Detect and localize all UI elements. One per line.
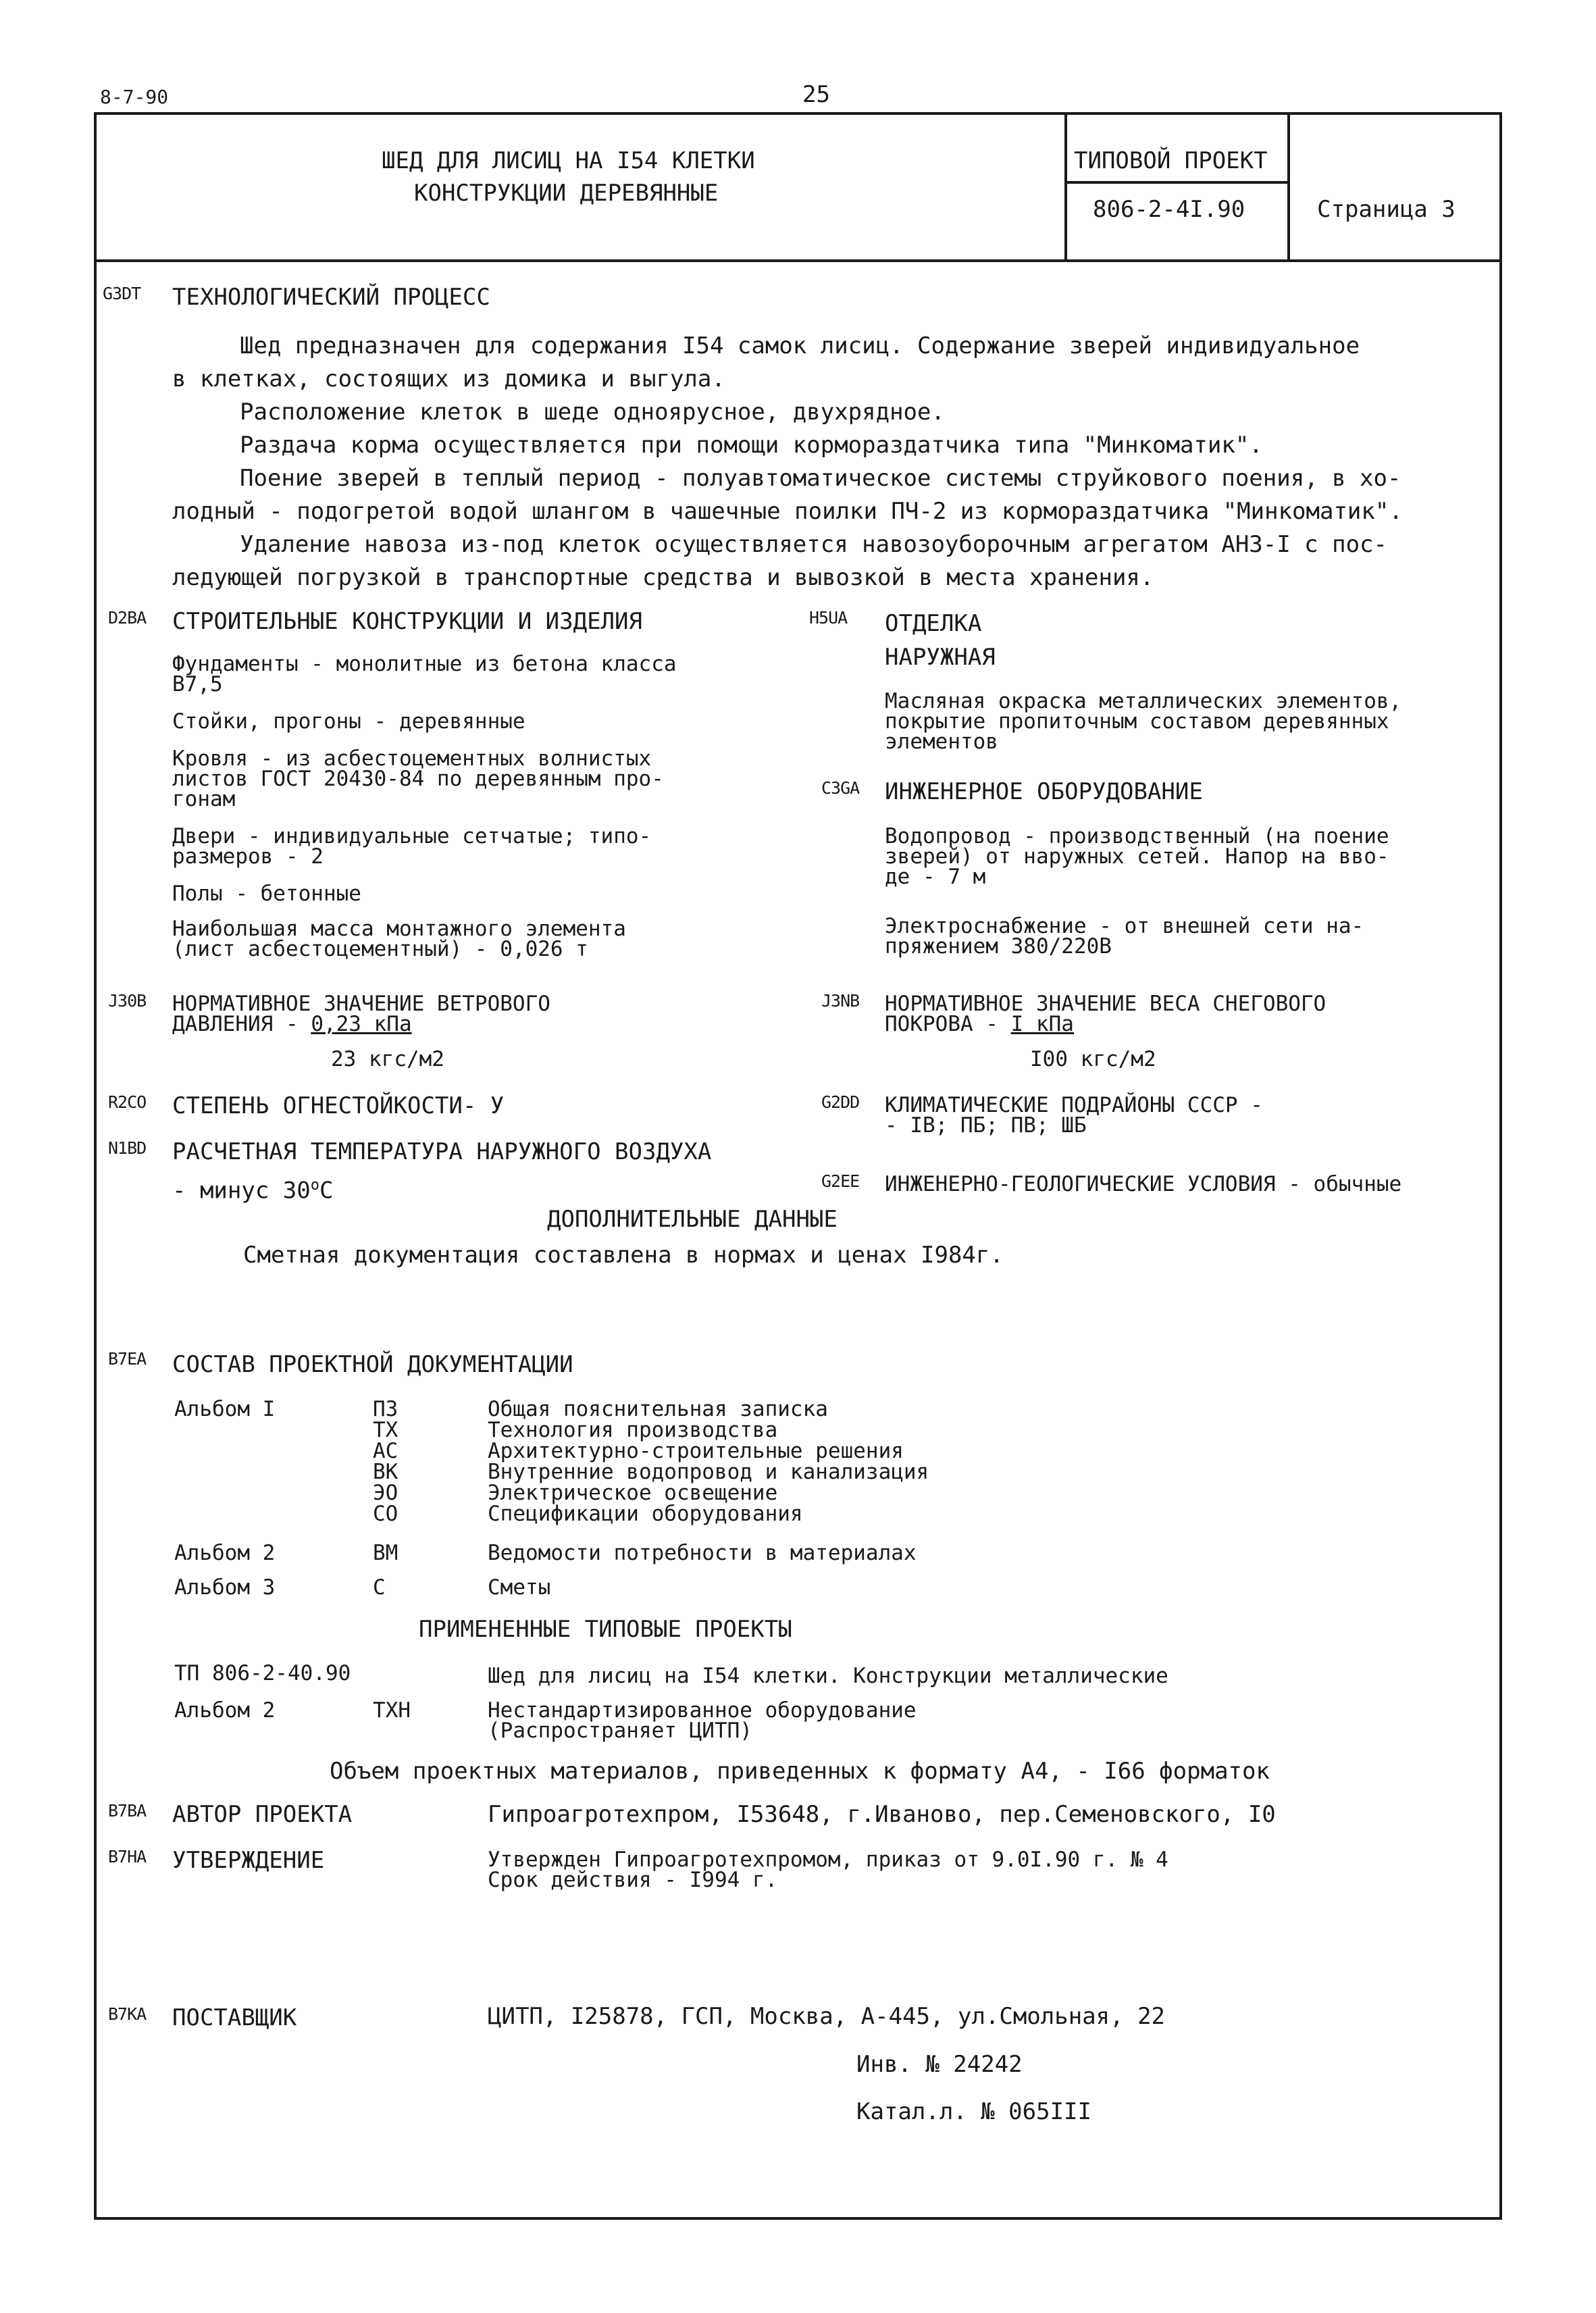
- construct-item: (лист асбестоцементный) - 0,026 т: [172, 937, 588, 961]
- climate-line-2: - IB; ПБ; ПВ; ШБ: [885, 1113, 1087, 1138]
- geo-text: ИНЖЕНЕРНО-ГЕОЛОГИЧЕСКИЕ УСЛОВИЯ - обычные: [885, 1172, 1402, 1196]
- tech-line: Удаление навоза из-под клеток осуществляется навозоуборочным агрегатом АНЗ-I с пос-: [240, 531, 1387, 558]
- album1-name: Технология производства: [488, 1418, 778, 1442]
- construct-item: Полы - бетонные: [172, 882, 361, 906]
- author-label: АВТОР ПРОЕКТА: [172, 1801, 353, 1828]
- album1-code: ТХ: [373, 1418, 398, 1442]
- snow-alt: I00 кгс/м2: [1030, 1047, 1156, 1071]
- album1-code: ВК: [373, 1460, 398, 1484]
- climate-line-1: КЛИМАТИЧЕСКИЕ ПОДРАЙОНЫ СССР -: [885, 1093, 1263, 1117]
- construct-item: гонам: [172, 787, 236, 811]
- catalog-number: Катал.л. № 065III: [856, 2098, 1091, 2125]
- album2-label: Альбом 2: [174, 1541, 276, 1565]
- tech-line: в клетках, состоящих из домика и выгула.: [172, 365, 725, 392]
- construct-title: СТРОИТЕЛЬНЫЕ КОНСТРУКЦИИ И ИЗДЕЛИЯ: [172, 608, 642, 635]
- project-number: 806-2-4I.90: [1093, 196, 1245, 223]
- approval-code: B7HA: [108, 1847, 147, 1866]
- docs-code: B7EA: [108, 1349, 147, 1369]
- construct-item: Кровля - из асбестоцементных волнистых: [172, 746, 652, 771]
- album1-name: Архитектурно-строительные решения: [488, 1439, 904, 1463]
- wind-title-1: НОРМАТИВНОЕ ЗНАЧЕНИЕ ВЕТРОВОГО: [172, 992, 550, 1016]
- wind-value: 0,23 кПа: [311, 1012, 412, 1036]
- tech-code: G3DT: [103, 284, 141, 303]
- album1-code: ПЗ: [373, 1397, 398, 1421]
- construct-item: Фундаменты - монолитные из бетона класса: [172, 652, 677, 676]
- construct-item: Стойки, прогоны - деревянные: [172, 709, 525, 734]
- fire-code: R2CO: [108, 1092, 147, 1112]
- snow-title-1: НОРМАТИВНОЕ ЗНАЧЕНИЕ ВЕСА СНЕГОВОГО: [885, 992, 1327, 1016]
- album1-code: АС: [373, 1439, 398, 1463]
- author-code: B7BA: [108, 1801, 147, 1821]
- header-divider-2: [1287, 112, 1290, 261]
- document-frame: [94, 112, 1502, 2220]
- applied-album-label: Альбом 2: [174, 1698, 276, 1723]
- construct-item: листов ГОСТ 20430-84 по деревянным про-: [172, 767, 664, 791]
- album3-code: С: [373, 1575, 386, 1600]
- engineering-line: зверей) от наружных сетей. Напор на вво-: [885, 844, 1389, 869]
- temp-degree: о: [310, 1177, 319, 1194]
- finish-subtitle: НАРУЖНАЯ: [885, 644, 996, 671]
- applied-album-text-2: (Распространяет ЦИТП): [488, 1719, 752, 1743]
- engineering-line: Водопровод - производственный (на поение: [885, 824, 1389, 848]
- header-divider-1: [1064, 112, 1067, 261]
- album3-label: Альбом 3: [174, 1575, 276, 1600]
- construct-item: Наибольшая масса монтажного элемента: [172, 917, 626, 941]
- tech-line: ледующей погрузкой в транспортные средства и вывозкой в места хранения.: [172, 564, 1154, 591]
- tech-title: ТЕХНОЛОГИЧЕСКИЙ ПРОЦЕСС: [172, 284, 490, 311]
- approval-line-2: Срок действия - I994 г.: [488, 1868, 778, 1892]
- docs-title: СОСТАВ ПРОЕКТНОЙ ДОКУМЕНТАЦИИ: [172, 1351, 573, 1378]
- album1-code: ЭО: [373, 1481, 398, 1505]
- temp-line-2: [172, 1172, 333, 1204]
- tech-line: Поение зверей в теплый период - полуавтоматическое системы струйкового поения, в хо-: [240, 465, 1401, 492]
- album2-name: Ведомости потребности в материалах: [488, 1541, 917, 1565]
- temp-line-1: РАСЧЕТНАЯ ТЕМПЕРАТУРА НАРУЖНОГО ВОЗДУХА: [172, 1138, 712, 1165]
- supplier-code: B7KA: [108, 2004, 147, 2024]
- volume-text: Объем проектных материалов, приведенных к формату А4, - I66 форматок: [330, 1758, 1270, 1785]
- snow-code: J3NB: [821, 991, 860, 1011]
- album2-code: ВМ: [373, 1541, 398, 1565]
- tech-line: Расположение клеток в шеде одноярусное, двухрядное.: [240, 399, 945, 426]
- project-label: ТИПОВОЙ ПРОЕКТ: [1074, 147, 1268, 174]
- construct-item: Двери - индивидуальные сетчатые; типо-: [172, 824, 652, 848]
- approval-label: УТВЕРЖДЕНИЕ: [172, 1847, 325, 1874]
- supplier-label: ПОСТАВЩИК: [172, 2004, 297, 2031]
- album3-name: Сметы: [488, 1575, 551, 1600]
- finish-line: покрытие пропиточным составом деревянных: [885, 709, 1389, 734]
- page-number: 25: [802, 81, 830, 108]
- snow-value: I кПа: [1010, 1012, 1074, 1036]
- project-label-line: [1064, 181, 1289, 184]
- finish-line: Масляная окраска металлических элементов,: [885, 689, 1402, 713]
- album1-name: Внутренние водопровод и канализация: [488, 1460, 929, 1484]
- album1-code: СО: [373, 1502, 398, 1526]
- album1-label: Альбом I: [174, 1397, 276, 1421]
- applied-title: ПРИМЕНЕННЫЕ ТИПОВЫЕ ПРОЕКТЫ: [419, 1616, 792, 1643]
- applied-album-code: ТХН: [373, 1698, 411, 1723]
- engineering-code: C3GA: [821, 778, 860, 798]
- inventory-number: Инв. № 24242: [856, 2051, 1023, 2078]
- page-label: Страница 3: [1317, 196, 1456, 223]
- snow-title-2-text: ПОКРОВА -: [885, 1012, 1011, 1036]
- geo-code: G2EE: [821, 1171, 860, 1191]
- header-bottom-line: [94, 259, 1502, 262]
- temp-unit: С: [319, 1177, 334, 1204]
- construct-code: D2BA: [108, 608, 147, 628]
- author-text: Гипроагротехпром, I53648, г.Иваново, пер.Семеновского, I0: [488, 1801, 1276, 1828]
- tech-line: лодный - подогретой водой шлангом в чашечные поилки ПЧ-2 из кормораздатчика "Минкоматик".: [172, 498, 1403, 525]
- album1-name: Общая пояснительная записка: [488, 1397, 828, 1421]
- engineering-line: де - 7 м: [885, 865, 986, 889]
- engineering-title: ИНЖЕНЕРНОЕ ОБОРУДОВАНИЕ: [885, 778, 1203, 805]
- extra-title: ДОПОЛНИТЕЛЬНЫЕ ДАННЫЕ: [547, 1206, 838, 1233]
- wind-alt: 23 кгс/м2: [331, 1047, 444, 1071]
- applied-album-text-1: Нестандартизированное оборудование: [488, 1698, 917, 1723]
- engineering-line: пряжением 380/220В: [885, 934, 1112, 959]
- album1-name: Электрическое освещение: [488, 1481, 778, 1505]
- finish-line: элементов: [885, 730, 998, 754]
- tech-line: Раздача корма осуществляется при помощи кормораздатчика типа "Минкоматик".: [240, 432, 1263, 459]
- construct-item: размеров - 2: [172, 844, 324, 869]
- applied-tp: ТП 806-2-40.90: [174, 1661, 351, 1685]
- wind-title-2-text: ДАВЛЕНИЯ -: [172, 1012, 311, 1036]
- tech-line: Шед предназначен для содержания I54 самок лисиц. Содержание зверей индивидуальное: [240, 332, 1360, 359]
- temp-value: - минус 30: [172, 1177, 311, 1204]
- finish-title: ОТДЕЛКА: [885, 610, 982, 637]
- page-code: 8-7-90: [100, 86, 169, 108]
- extra-text: Сметная документация составлена в нормах и ценах I984г.: [243, 1242, 1004, 1269]
- engineering-line: Электроснабжение - от внешней сети на-: [885, 914, 1364, 938]
- wind-title-2: [172, 1013, 412, 1035]
- temp-code: N1BD: [108, 1138, 147, 1158]
- album1-name: Спецификации оборудования: [488, 1502, 803, 1526]
- title-line-2: КОНСТРУКЦИИ ДЕРЕВЯННЫЕ: [414, 180, 719, 207]
- approval-line-1: Утвержден Гипроагротехпромом, приказ от 9.0I.90 г. № 4: [488, 1848, 1168, 1872]
- wind-code: J30B: [108, 991, 147, 1011]
- applied-tp-text: Шед для лисиц на I54 клетки. Конструкции металлические: [488, 1664, 1168, 1688]
- title-line-1: ШЕД ДЛЯ ЛИСИЦ НА I54 КЛЕТКИ: [382, 147, 755, 174]
- fire-text: СТЕПЕНЬ ОГНЕСТОЙКОСТИ- У: [172, 1092, 505, 1119]
- climate-code: G2DD: [821, 1092, 860, 1112]
- supplier-text: ЦИТП, I25878, ГСП, Москва, А-445, ул.Смольная, 22: [488, 2003, 1166, 2030]
- construct-item: В7,5: [172, 672, 223, 696]
- snow-title-2: [885, 1013, 1074, 1035]
- finish-code: H5UA: [809, 608, 848, 628]
